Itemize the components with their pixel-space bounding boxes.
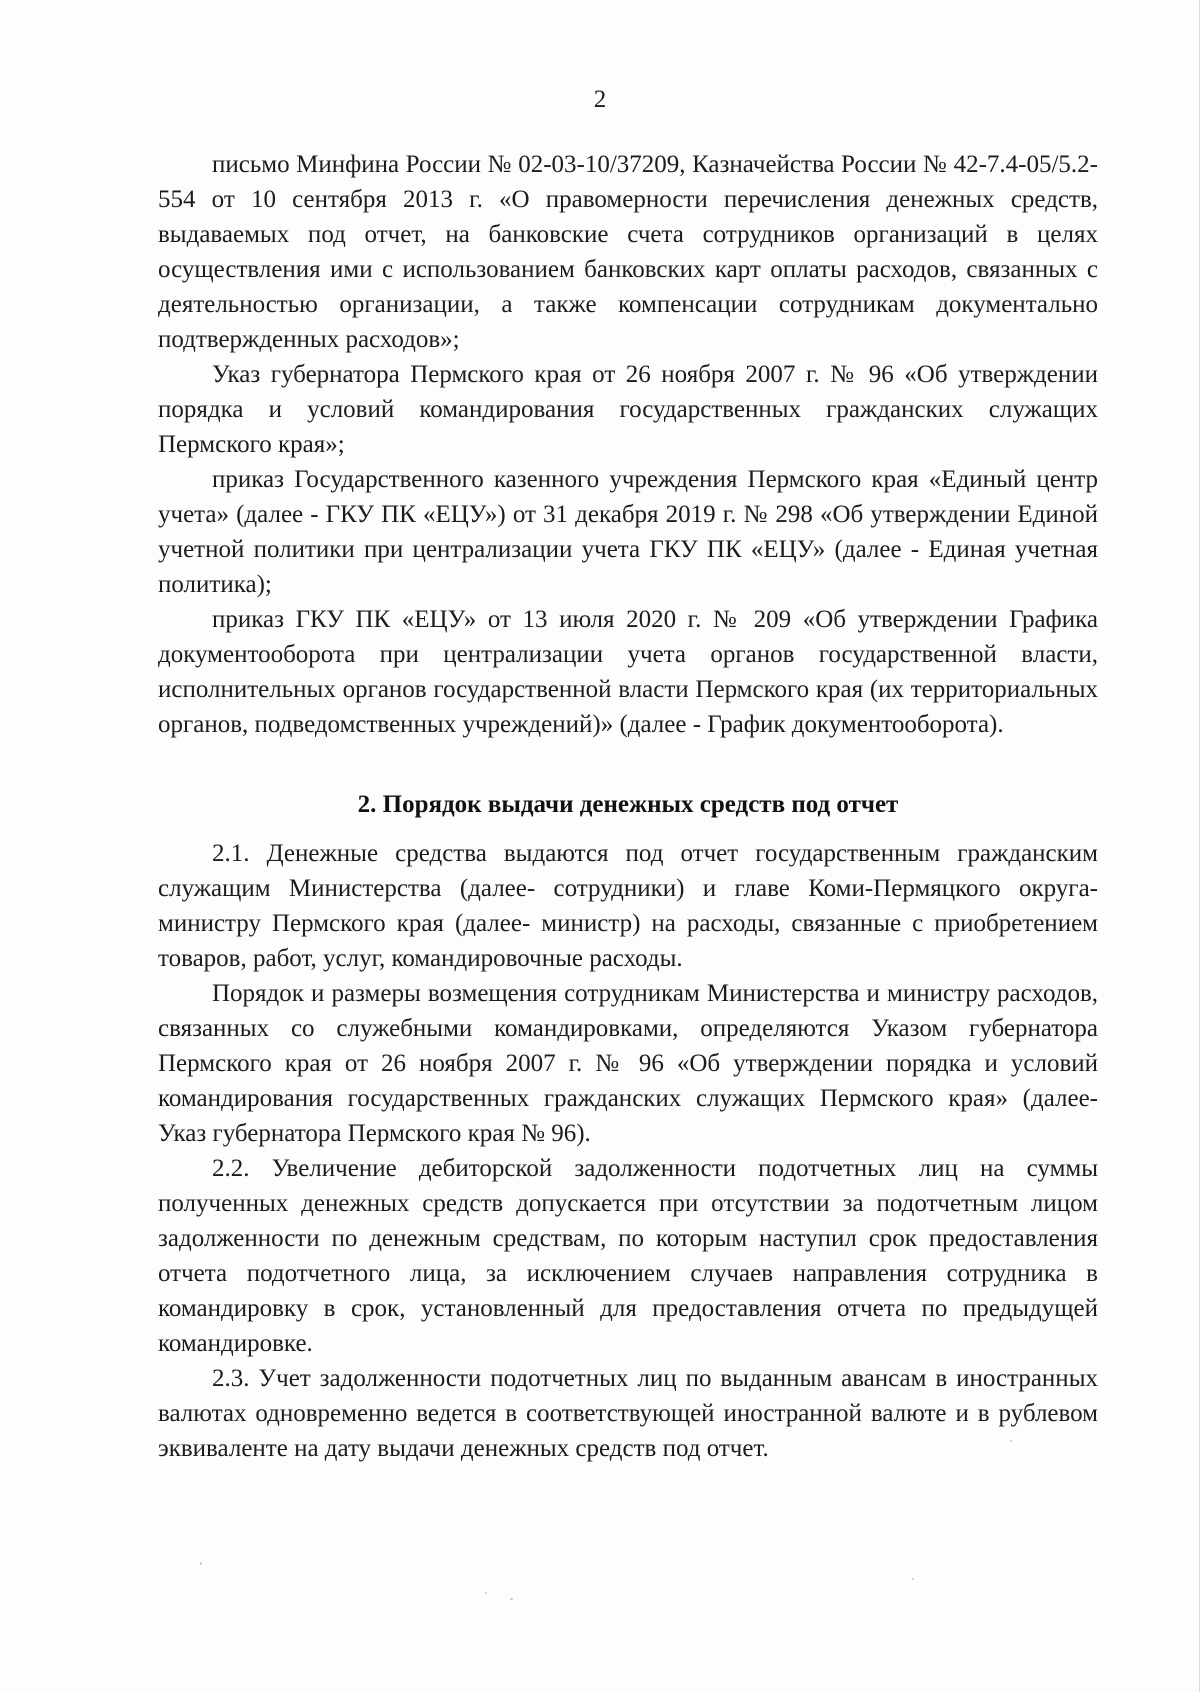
scan-speck	[912, 1578, 914, 1580]
paragraph-order-accounting-policy: приказ Государственного казенного учреждения Пермского края «Единый центр учета» (далее - ГКУ ПК «ЕЦУ») от 31 декабря 2019 г. № 298 «Об утверждении Единой учетной политики при централизации учета ГКУ ПК «ЕЦУ» (далее - Единая учетная политика);	[158, 466, 1098, 598]
paragraph-2-1: 2.1. Денежные средства выдаются под отчет государственным гражданским служащим Министерства (далее- сотрудники) и главе Коми-Пермяцкого округа-министру Пермского края (далее- министр) на расходы, связанные с приобретением товаров, работ, услуг, командировочные расходы.	[158, 840, 1098, 972]
section-heading: 2. Порядок выдачи денежных средств под отчет	[357, 791, 899, 818]
document-body	[158, 147, 1098, 1466]
scan-speck	[200, 1562, 202, 1565]
page-number: 2	[593, 86, 607, 113]
paragraph-order-document-flow: приказ ГКУ ПК «ЕЦУ» от 13 июля 2020 г. № 209 «Об утверждении Графика документооборота при централизации учета органов государственной власти, исполнительных органов государственной власти Пермского края (их территориальных органов, подведомственных учреждений)» (далее - График документооборота).	[158, 606, 1098, 738]
paragraph-reimbursement-procedure: Порядок и размеры возмещения сотрудникам Министерства и министру расходов, связанных со служебными командировками, определяются Указом губернатора Пермского края от 26 ноября 2007 г. № 96 «Об утверждении порядка и условий командирования государственных гражданских служащих Пермского края» (далее- Указ губернатора Пермского края № 96).	[158, 980, 1098, 1147]
scan-speck	[510, 1598, 513, 1600]
scan-speck	[1010, 1440, 1012, 1442]
paragraph-2-3: 2.3. Учет задолженности подотчетных лиц по выданным авансам в иностранных валютах одновременно ведется в соответствующей иностранной валюте и в рублевом эквиваленте на дату выдачи денежных средств под отчет.	[158, 1365, 1098, 1462]
paragraph-governor-decree: Указ губернатора Пермского края от 26 ноября 2007 г. № 96 «Об утверждении порядка и условий командирования государственных гражданских служащих Пермского края»;	[158, 361, 1098, 458]
scan-speck	[485, 1592, 487, 1594]
paragraph-2-2: 2.2. Увеличение дебиторской задолженности подотчетных лиц на суммы полученных денежных средств допускается при отсутствии за подотчетным лицом задолженности по денежным средствам, по которым наступил срок предоставления отчета подотчетного лица, за исключением случаев направления сотрудника в командировку в срок, установленный для предоставления отчета по предыдущей командировке.	[158, 1155, 1098, 1357]
paragraph-minfin-letter: письмо Минфина России № 02-03-10/37209, Казначейства России № 42-7.4-05/5.2-554 от 10 сентября 2013 г. «О правомерности перечисления денежных средств, выдаваемых под отчет, на банковские счета сотрудников организаций в целях осуществления ими с использованием банковских карт оплаты расходов, связанных с деятельностью организации, а также компенсации сотрудникам документально подтвержденных расходов»;	[158, 151, 1098, 353]
